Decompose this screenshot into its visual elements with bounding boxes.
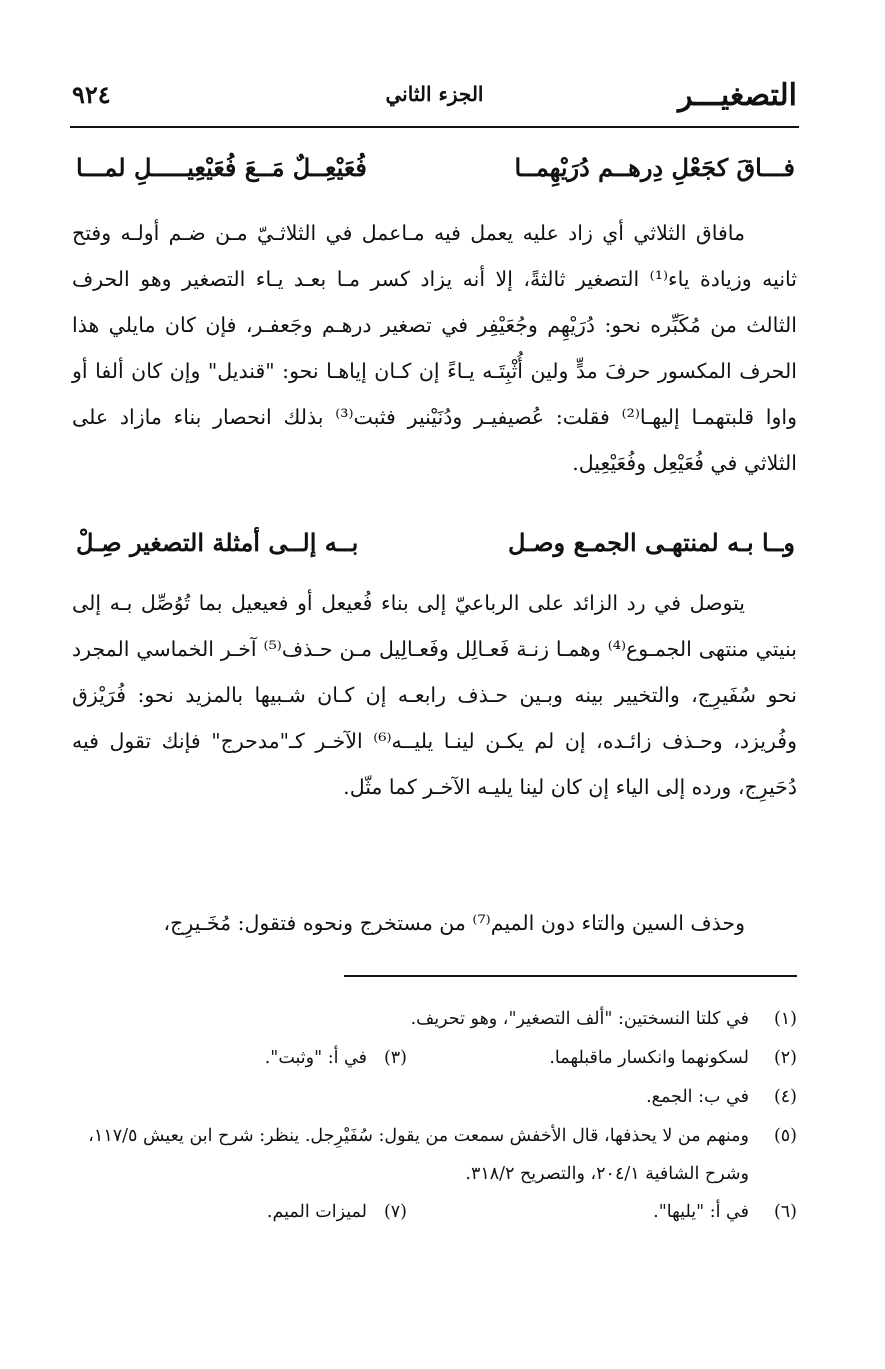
commentary-paragraph-2: يتوصل في رد الزائد على الرباعيّ إلى بناء فُعيعل أو فعيعيل بما تُوُصِّل بـه إلى بنيتي منتهى الجمـوع⁽⁴⁾ وهمـا زنـة فَعـالِل وفَعـالِيل مـن حـذف⁽⁵⁾ آخـر الخماسي المجرد نحو سُفَيرِج، والتخيير بينه وبـين حـذف رابعـه إن كـان شـبيها بالمزيد نحو: فُرَيْزق وفُريزد، وحـذف زائـده، إن لم يكـن لينـا يليــه⁽⁶⁾ الآخـر كـ"مدحرج" فإنك تقول فيه دُحَيرِج، ورده إلى الياء إن كان لينا يليـه الآخـر كما مثّل. (72, 591, 797, 799)
verse-2-first-hemistich: وــا بـه لمنتهـى الجمـع وصـل (507, 528, 795, 557)
footnote-2-3-row (72, 1039, 797, 1078)
footnote-number: (٣) (383, 1048, 407, 1068)
chapter-title: التصغيـــر (678, 78, 797, 113)
footnote-number: (٤) (773, 1087, 797, 1107)
footnote-text: في كلتا النسختين: "ألف التصغير"، وهو تحريف. (410, 1009, 749, 1029)
footnote-3 (265, 1039, 407, 1078)
footnote-text: في ب: الجمع. (646, 1087, 749, 1107)
verse-1-first-hemistich: فـــاقَ كجَعْلِ دِرهــم دُرَيْهِمــا (514, 153, 795, 182)
footnote-number: (١) (773, 1009, 797, 1029)
footnote-divider (344, 975, 797, 977)
footnote-7 (267, 1193, 407, 1232)
verse-2-second-hemistich: بــه إلــى أمثلة التصغير صِـلْ (76, 528, 359, 557)
footnote-number: (٥) (773, 1126, 797, 1146)
volume-label: الجزء الثاني (385, 82, 484, 106)
header-divider (70, 126, 799, 128)
footnote-text: لميزات الميم. (266, 1202, 367, 1222)
commentary-paragraph-1: مافاق الثلاثي أي زاد عليه يعمل فيه مـاعمل في الثلاثـيّ مـن ضـم أولـه وفتح ثانيه وزيادة ياء⁽¹⁾ التصغير ثالثةً، إلا أنه يزاد كسر مـا بعـد يـاء التصغير وهو الحرف الثالث من مُكَبِّره نحو: دُرَيْهِم وجُعَيْفِر في تصغير درهـم وجَعفـر، فإن كان مايلي هذا الحرف المكسور حرفَ مدٍّ ولين أُثْبِتَـه يـاءً إن كـان إياهـا نحو: "قنديل" وإن كان ألفا أو واوا قلبتهمـا إليهـا⁽²⁾ فقلت: عُصيفيـر ودُنَيْنير فثبت⁽³⁾ بذلك انحصار بناء مازاد على الثلاثي في فُعَيْعِل وفُعَيْعِيل. (72, 221, 797, 475)
page-number: ٩٢٤ (72, 80, 111, 109)
footnote-6-7-row (72, 1193, 797, 1232)
running-header (72, 78, 797, 122)
footnote-4 (72, 1078, 797, 1117)
footnote-5 (72, 1117, 797, 1193)
footnote-text: ومنهم من لا يحذفها، قال الأخفش سمعت من يقول: سُفَيْرِجل. ينظر: شرح ابن يعيش ١١٧/٥، وشرح الشافية ٢٠٤/١، والتصريح ٣١٨/٢. (88, 1126, 749, 1184)
footnote-number: (٢) (773, 1048, 797, 1068)
footnote-number: (٧) (383, 1202, 407, 1222)
footnote-1 (72, 1000, 797, 1039)
footnote-text: لسكونهما وانكسار ماقبلهما. (549, 1048, 749, 1068)
verse-1-second-hemistich: فُعَيْعِــلٌ مَــعَ فُعَيْعِيـــــلِ لمـــا (76, 153, 367, 182)
poem-verse-1 (76, 153, 795, 193)
footnote-text: في أ: "يليها". (653, 1202, 749, 1222)
footnote-number: (٦) (773, 1202, 797, 1222)
poem-verse-2 (76, 528, 795, 568)
commentary-paragraph-3: وحذف السين والتاء دون الميم⁽⁷⁾ من مستخرج ونحوه فتقول: مُخَـيرِج، (163, 911, 745, 935)
footnote-text: في أ: "وثبت". (264, 1048, 367, 1068)
footnotes (72, 1000, 797, 1232)
